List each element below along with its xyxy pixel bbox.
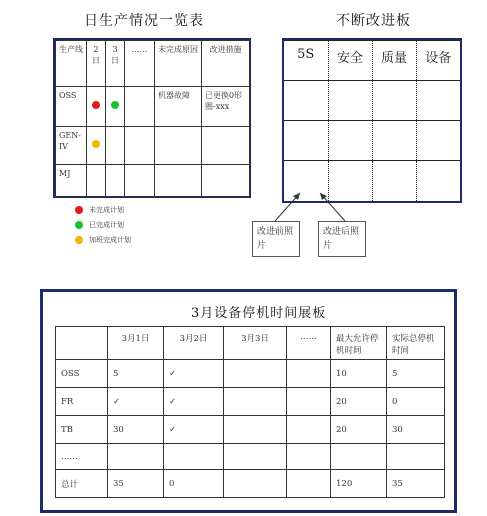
row-action: 已更换0形圈-xxx <box>202 87 250 127</box>
row-day1: 5 <box>108 360 164 388</box>
callout-after-photo: 改进后照片 <box>318 221 366 257</box>
header-action: 改进措施 <box>202 41 250 87</box>
header-max-allowed: 最大允许停机时间 <box>331 327 387 360</box>
header-ellipsis: …… <box>125 41 155 87</box>
header-mar-1: 3月1日 <box>108 327 164 360</box>
row-reason: 机器故障 <box>155 87 202 127</box>
legend-item: 已完成计划 <box>75 220 131 235</box>
row-line-label: OSS <box>56 87 87 127</box>
row-label: TB <box>56 416 108 444</box>
improve-header-safety: 安全 <box>328 41 372 81</box>
downtime-title: 3月设备停机时间展板 <box>191 306 327 321</box>
table-row <box>56 444 445 470</box>
row-label: …… <box>56 444 108 470</box>
improve-header-equipment: 设备 <box>416 41 460 81</box>
table-row: TB 30 ✓ 20 30 <box>56 416 445 444</box>
daily-title: 日生产情况一览表 <box>84 13 204 29</box>
legend-item: 加班完成计划 <box>75 235 131 250</box>
row-day1: 30 <box>108 416 164 444</box>
header-actual-total: 实际总停机时间 <box>387 327 445 360</box>
check-icon: ✓ <box>108 388 164 416</box>
header-ellipsis: …… <box>287 327 331 360</box>
table-row: OSS 5 ✓ 10 5 <box>56 360 445 388</box>
row-line-label: MJ <box>56 165 87 197</box>
header-mar-2: 3月2日 <box>164 327 224 360</box>
header-day-2: 2日 <box>87 41 106 87</box>
check-icon: ✓ <box>164 360 224 388</box>
header-mar-3: 3月3日 <box>224 327 287 360</box>
row-label: OSS <box>56 360 108 388</box>
header-line: 生产线 <box>56 41 87 87</box>
check-icon: ✓ <box>164 416 224 444</box>
row-line-label: GEN-IV <box>56 127 87 165</box>
improve-header-quality: 质量 <box>372 41 416 81</box>
improve-header-5s: 5S <box>284 41 328 81</box>
improve-title: 不断改进板 <box>336 13 411 29</box>
row-label: FR <box>56 388 108 416</box>
header-day-3: 3日 <box>106 41 125 87</box>
downtime-table <box>55 326 445 498</box>
total-label: 总计 <box>56 470 108 498</box>
table-row: FR ✓ ✓ 20 0 <box>56 388 445 416</box>
downtime-board <box>40 289 457 513</box>
callout-before-photo: 改进前照片 <box>252 221 300 257</box>
header-reason: 未完成原因 <box>155 41 202 87</box>
total-row: 总计 35 0 120 35 <box>56 470 445 498</box>
legend-item: 未完成计划 <box>75 205 131 220</box>
check-icon: ✓ <box>164 388 224 416</box>
